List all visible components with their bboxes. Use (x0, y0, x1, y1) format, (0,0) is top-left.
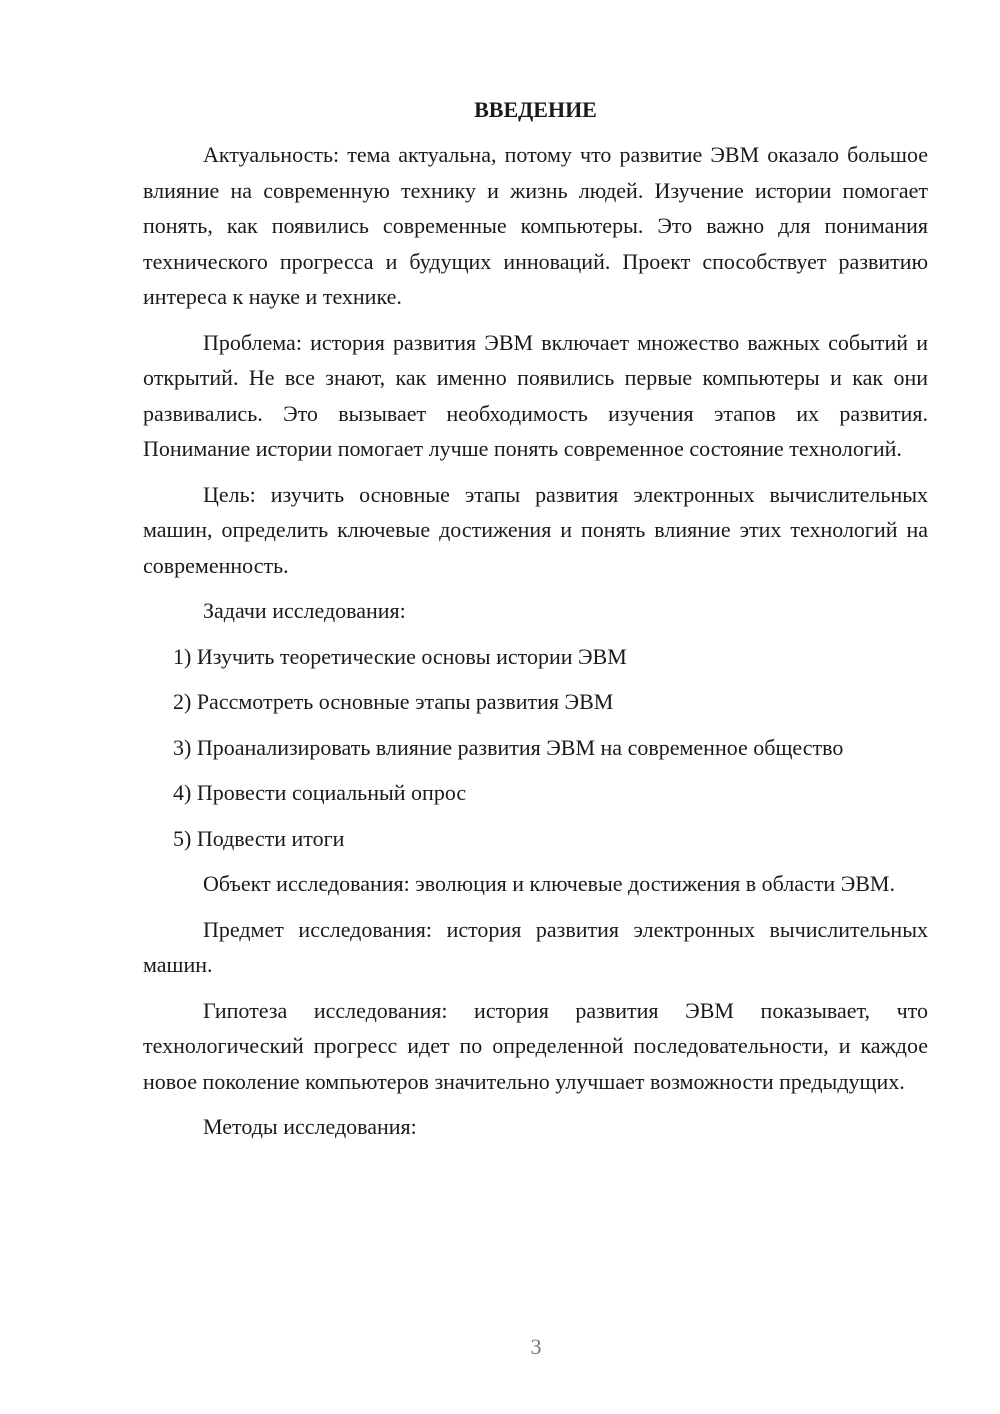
relevance-paragraph: Актуальность: тема актуальна, потому что развитие ЭВМ оказало большое влияние на современную технику и жизнь людей. Изучение истории помогает понять, как появились современные компьютеры. Это важно для понимания технического прогресса и будущих инноваций. Проект способствует развитию интереса к науке и технике. (143, 142, 928, 309)
task-item-5: 5) Подвести итоги (173, 825, 345, 851)
methods-heading: Методы исследования: (203, 1114, 417, 1139)
goal-paragraph: Цель: изучить основные этапы развития электронных вычислительных машин, определить ключевые достижения и понять влияние этих технологий на современность. (143, 481, 928, 578)
object-paragraph: Объект исследования: эволюция и ключевые достижения в области ЭВМ. (203, 871, 895, 896)
subject-paragraph: Предмет исследования: история развития электронных вычислительных машин. (143, 916, 928, 977)
task-item-1: 1) Изучить теоретические основы истории ЭВМ (173, 643, 627, 669)
page-title: ВВЕДЕНИЕ (474, 97, 597, 122)
problem-paragraph: Проблема: история развития ЭВМ включает множество важных событий и открытий. Не все знают, как именно появились первые компьютеры и как они развивались. Это вызывает необходимость изучения этапов их развития. Понимание истории помогает лучше понять современное состояние технологий. (143, 329, 928, 461)
task-item-3: 3) Проанализировать влияние развития ЭВМ на современное общество (173, 734, 844, 760)
tasks-heading: Задачи исследования: (203, 598, 406, 623)
task-item-4: 4) Провести социальный опрос (173, 780, 467, 805)
page-number: 3 (530, 1334, 542, 1359)
page-content (143, 95, 928, 1155)
hypothesis-paragraph: Гипотеза исследования: история развития ЭВМ показывает, что технологический прогресс идет по определенной последовательности, и каждое новое поколение компьютеров значительно улучшает возможности предыдущих. (143, 997, 928, 1094)
task-item-2: 2) Рассмотреть основные этапы развития ЭВМ (173, 689, 614, 714)
